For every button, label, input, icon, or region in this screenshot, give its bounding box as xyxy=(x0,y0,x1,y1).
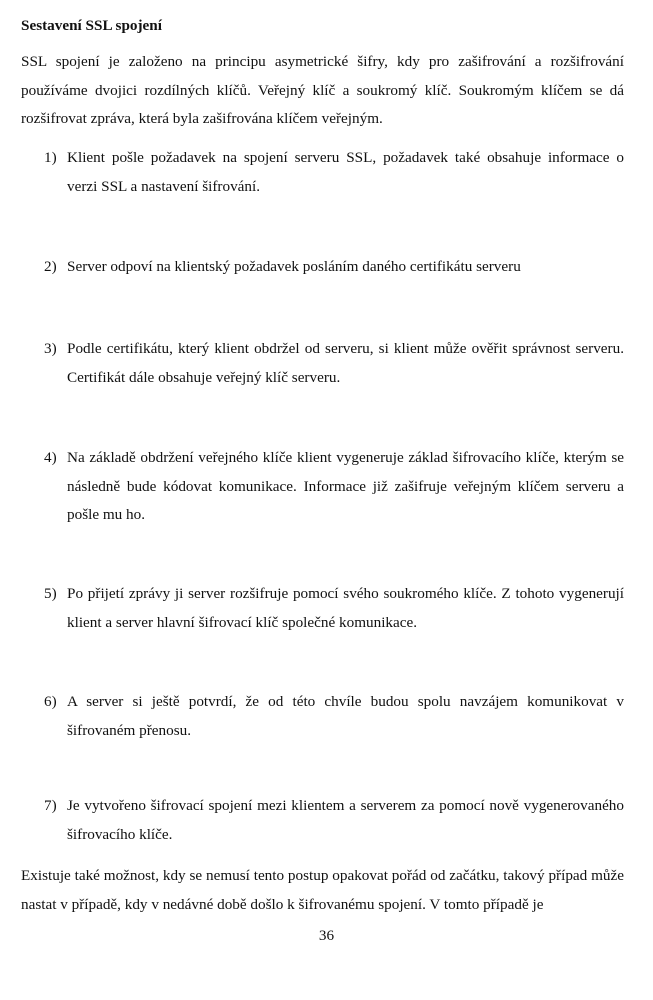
list-item-number: 3) xyxy=(44,340,57,357)
list-item-text: Na základě obdržení veřejného klíče klient vygeneruje základ šifrovacího klíče, kterým se následně bude kódovat komunikace. Informace již zašifruje veřejným klíčem serveru a pošle mu ho. xyxy=(67,449,624,523)
list-item-text: Po přijetí zprávy ji server rozšifruje pomocí svého soukromého klíče. Z tohoto vygenerují klient a server hlavní šifrovací klíč společné komunikace. xyxy=(67,585,624,631)
section-heading: Sestavení SSL spojení xyxy=(21,17,162,34)
list-item-text: Server odpoví na klientský požadavek posláním daného certifikátu serveru xyxy=(67,258,521,275)
list-item-number: 5) xyxy=(44,585,57,602)
list-item xyxy=(44,580,624,637)
list-item xyxy=(44,444,624,530)
intro-paragraph: SSL spojení je založeno na principu asymetrické šifry, kdy pro zašifrování a rozšifrování používáme dvojici rozdílných klíčů. Veřejný klíč a soukromý klíč. Soukromým klíčem se dá rozšifrovat zpráva, která byla zašifrována klíčem veřejným. xyxy=(21,53,624,127)
page-number: 36 xyxy=(318,927,335,944)
list-item xyxy=(44,335,624,392)
list-item-number: 2) xyxy=(44,258,57,275)
list-item xyxy=(44,688,624,745)
list-item xyxy=(44,144,624,201)
list-item-number: 6) xyxy=(44,693,57,710)
closing-paragraph: Existuje také možnost, kdy se nemusí tento postup opakovat pořád od začátku, takový případ může nastat v případě, kdy v nedávné době došlo k šifrovanému spojení. V tomto případě je xyxy=(21,867,624,913)
list-item xyxy=(44,253,624,282)
list-item-text: Klient pošle požadavek na spojení serveru SSL, požadavek také obsahuje informace o verzi SSL a nastavení šifrování. xyxy=(67,149,624,195)
list-item-text: Podle certifikátu, který klient obdržel od serveru, si klient může ověřit správnost serveru. Certifikát dále obsahuje veřejný klíč serveru. xyxy=(67,340,624,386)
list-item-text: Je vytvořeno šifrovací spojení mezi klientem a serverem za pomocí nově vygenerovaného šifrovacího klíče. xyxy=(67,797,624,843)
list-item xyxy=(44,792,624,849)
list-item-number: 4) xyxy=(44,449,57,466)
list-item-number: 7) xyxy=(44,797,57,814)
list-item-number: 1) xyxy=(44,149,57,166)
list-item-text: A server si ještě potvrdí, že od této chvíle budou spolu navzájem komunikovat v šifrovaném přenosu. xyxy=(67,693,624,739)
